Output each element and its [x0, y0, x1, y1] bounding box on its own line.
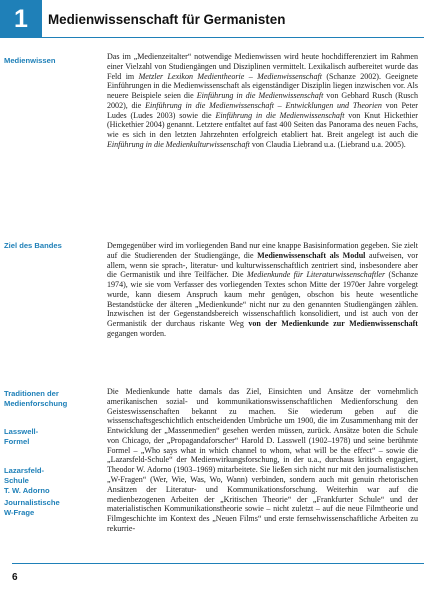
text-run: von Gebhard Rusch (Rusch 2002), die: [107, 91, 418, 110]
paragraph-ziel: [107, 241, 418, 339]
text-run: Die Medienkunde hatte damals das Ziel, Einsichten und Ansätze der vornehmlich amerikanischen sozial- und kommunikationswissenschaftlichen Medienforschung den Geisteswissenschaften bekannt zu machen. Sie wiederum geben auf die wissenschaftsgeschichtlich entscheidenden Umbrüche um 1900, die im Zusammenhang mit der Entwicklung der „Massenmedien“ gesehen werden müssen, zurück. Ansätze boten die Schule von Chicago, der „Propagandaforscher“ Harold D. Lasswell (1902–1978) und seine berühmte Formel – „Who says what in which channel to whom, what will be the effect“ – sowie die „Lazarsfeld-Schule“ der Medienwirkungsforschung, in der u.a., durchaus kritisch engagiert, Theodor W. Adorno (1903–1969) mitarbeitete. Sie ließen sich nicht nur mit den journalistischen „W-Fragen“ (Wer, Wie, Was, Wo, Wann) verbinden, sondern auch mit genuin rhetorischen Ansätzen der Literatur- und Kommunikationsforschung. Weiterhin war auf die medienbezogenen Arbeiten der „Kritischen Theorie“ der „Frankfurter Schule“ und der materialistischen Kommunikationstheorie sowie – nicht zuletzt – auf die neue Filmtheorie und Filmgeschichte im Kontext des „Neuen Films“ und erste fernsehwissenschaftliche Arbeiten zu rekurrie-: [107, 387, 418, 533]
text-run: von Claudia Liebrand u.a. (Liebrand u.a. 2005).: [249, 140, 406, 150]
text-run: Das im „Medienzeitalter“ notwendige Medienwissen wird heute hochdifferenziert im Rahmen einer Vielzahl von Studiengängen und Disziplinen vermittelt. Lexikalisch aufbereitet wurde das Feld im: [107, 52, 418, 81]
italic-run: Einführung in die Medienwissenschaft: [196, 91, 324, 101]
text-run: Demgegenüber wird im vorliegenden Band nur eine knappe Basisinformation gegeben. Sie zielt auf die Studierenden der Studiengänge, die: [107, 241, 418, 260]
margin-note-traditionen: Traditionen der Medienforschung: [4, 389, 68, 408]
chapter-number: 1: [0, 0, 42, 38]
italic-run: Medienkunde für Literaturwissenschaftler: [246, 270, 386, 280]
text-run: (Schanze 1974), wie sie vom Verfasser des vorliegenden Textes schon Mitte der 1970er Jahre vorgelegt wurde, kann diesem Anspruch kaum mehr genügen, obschon bis heute wesentliche Bestandstücke der älteren „Medienkunde“ nicht nur zu den genannten Studiengängen zählen. Inzwischen ist der Gegenstandsbereich wissenschaftlich konsolidiert, und ist auch von der Germanistik der durchaus riskante Weg: [107, 270, 419, 329]
italic-run: Einführung in die Medienkulturwissenschaft: [107, 140, 250, 150]
text-run: von Peter Ludes (Ludes 2003) sowie die: [107, 100, 418, 120]
margin-note-adorno: T. W. Adorno: [4, 486, 50, 495]
chapter-title: Medienwissenschaft für Germanisten: [48, 11, 286, 27]
margin-note-ziel: Ziel des Bandes: [4, 241, 62, 250]
text-run: von Knut Hickethier (Hickethier 2004) genannt. Letztere entfaltet auf fast 400 Seiten das Panorama des neuen Fachs, wie es sich in den letzten Jahrzehnten erfolgreich etabliert hat. Breit angelegt ist auch die: [107, 110, 418, 140]
bold-run: von der Medienkunde zur Medienwissenschaft: [248, 319, 418, 329]
header-rule: [42, 37, 424, 38]
page-number: 6: [12, 572, 18, 583]
text-run: gegangen worden.: [107, 329, 166, 339]
bold-run: Medienwissenschaft als Modul: [257, 250, 366, 260]
italic-run: Einführung in die Medienwissenschaft – Entwicklungen und Theorien: [145, 100, 382, 110]
italic-run: Einführung in die Medienwissenschaft: [215, 110, 345, 120]
margin-note-lazarsfeld: Lazarsfeld-Schule: [4, 466, 45, 485]
footer-rule: [12, 563, 424, 564]
margin-note-w-frage: Journalistische W-Frage: [4, 498, 60, 517]
text-run: aufweisen, vor allem, wenn sie sprach-, literatur- und kulturwissenschaftlich zentriert sind, insbesondere aber die Germanistik und ihre Teilfächer. Die: [107, 250, 419, 280]
italic-run: Metzler Lexikon Medientheorie – Medienwissenschaft: [138, 71, 322, 81]
margin-note-medienwissen: Medienwissen: [4, 56, 56, 65]
chapter-header: [0, 0, 424, 38]
paragraph-traditionen: [107, 387, 418, 534]
margin-note-lasswell: Lasswell-Formel: [4, 427, 39, 446]
paragraph-medienwissen: [107, 52, 418, 150]
text-run: (Schanze 2002). Geeignete Einführungen in die Medienwissenschaft als eigenständiger Disziplin liegen inzwischen vor. Als neuere Beispiele seien die: [107, 71, 418, 101]
